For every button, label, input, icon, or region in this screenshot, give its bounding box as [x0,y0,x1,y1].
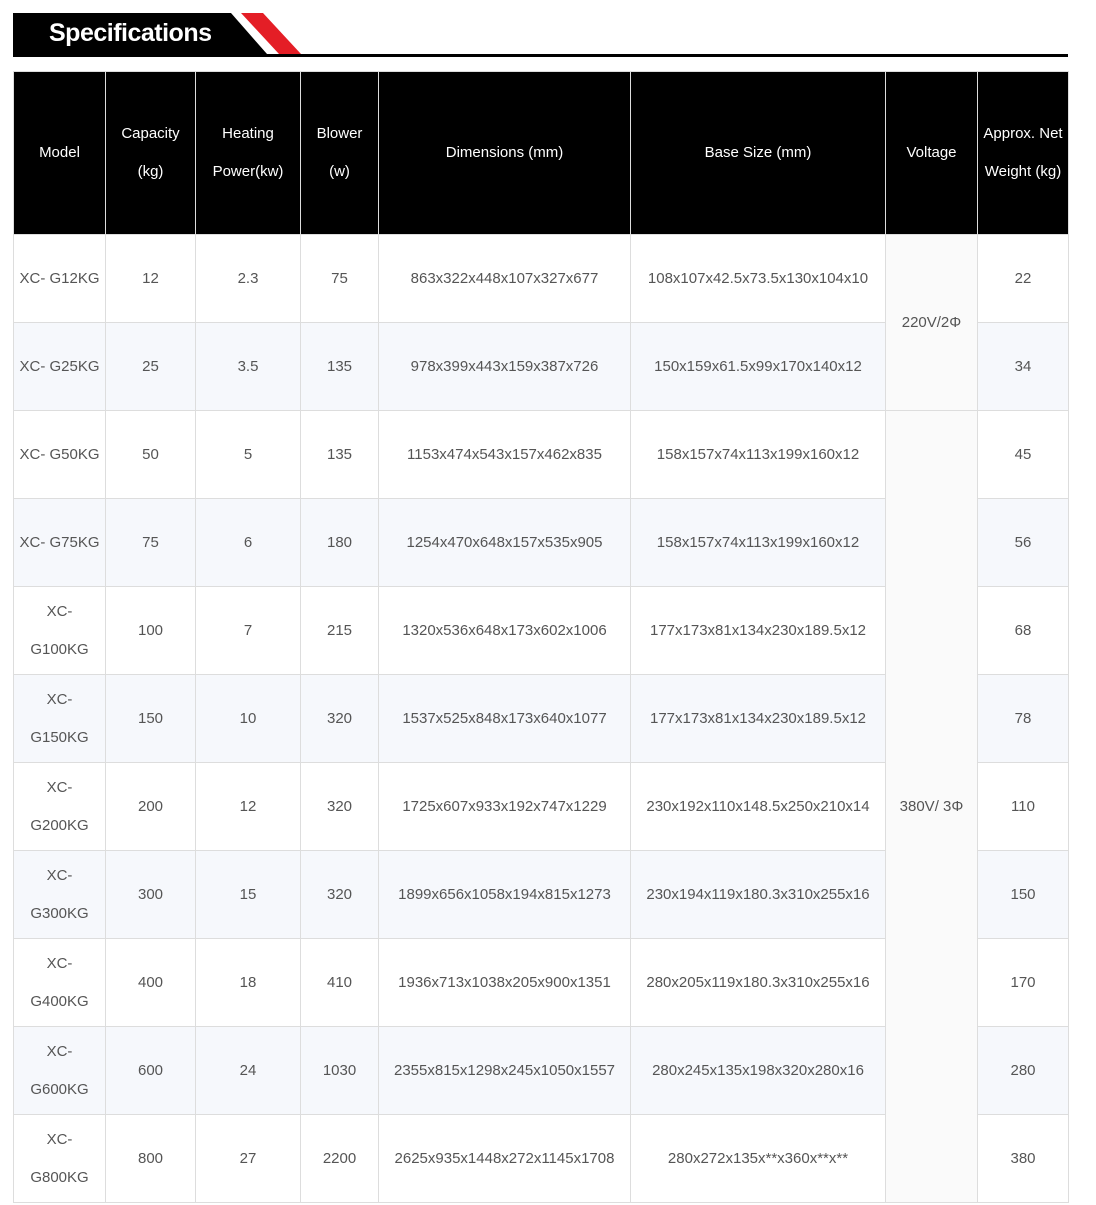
dimensions-cell: 2355x815x1298x245x1050x1557 [379,1027,631,1115]
capacity-cell: 200 [106,763,196,851]
model-cell: XC- G800KG [14,1115,106,1203]
dimensions-cell: 1254x470x648x157x535x905 [379,499,631,587]
base-size-cell: 280x272x135x**x360x**x** [631,1115,886,1203]
blower-cell: 1030 [301,1027,379,1115]
dimensions-cell: 863x322x448x107x327x677 [379,235,631,323]
base-size-cell: 158x157x74x113x199x160x12 [631,411,886,499]
specifications-table [13,71,1069,1203]
model-cell: XC- G400KG [14,939,106,1027]
heating-power-cell: 18 [196,939,301,1027]
model-cell: XC- G50KG [14,411,106,499]
blower-cell: 410 [301,939,379,1027]
base-size-cell: 177x173x81x134x230x189.5x12 [631,675,886,763]
model-cell: XC- G600KG [14,1027,106,1115]
base-size-cell: 230x194x119x180.3x310x255x16 [631,851,886,939]
heating-power-cell: 2.3 [196,235,301,323]
model-cell: XC- G200KG [14,763,106,851]
blower-cell: 75 [301,235,379,323]
model-cell: XC- G150KG [14,675,106,763]
base-size-cell: 108x107x42.5x73.5x130x104x10 [631,235,886,323]
blower-cell: 180 [301,499,379,587]
blower-cell: 2200 [301,1115,379,1203]
specifications-header [13,13,1068,57]
net-weight-cell: 45 [978,411,1069,499]
base-size-cell: 280x205x119x180.3x310x255x16 [631,939,886,1027]
net-weight-cell: 34 [978,323,1069,411]
column-header-voltage: Voltage [886,72,978,235]
dimensions-cell: 1899x656x1058x194x815x1273 [379,851,631,939]
dimensions-cell: 2625x935x1448x272x1145x1708 [379,1115,631,1203]
model-cell: XC- G300KG [14,851,106,939]
capacity-cell: 800 [106,1115,196,1203]
dimensions-cell: 978x399x443x159x387x726 [379,323,631,411]
base-size-cell: 230x192x110x148.5x250x210x14 [631,763,886,851]
column-header-model: Model [14,72,106,235]
net-weight-cell: 150 [978,851,1069,939]
capacity-cell: 25 [106,323,196,411]
column-header-heating-power: Heating Power(kw) [196,72,301,235]
capacity-cell: 100 [106,587,196,675]
table-row [14,235,1069,323]
model-cell: XC- G75KG [14,499,106,587]
base-size-cell: 280x245x135x198x320x280x16 [631,1027,886,1115]
heating-power-cell: 7 [196,587,301,675]
column-header-blower: Blower (w) [301,72,379,235]
page-title: Specifications [49,19,212,47]
dimensions-cell: 1725x607x933x192x747x1229 [379,763,631,851]
heating-power-cell: 27 [196,1115,301,1203]
net-weight-cell: 78 [978,675,1069,763]
dimensions-cell: 1537x525x848x173x640x1077 [379,675,631,763]
capacity-cell: 50 [106,411,196,499]
capacity-cell: 600 [106,1027,196,1115]
table-body [14,235,1069,1203]
net-weight-cell: 280 [978,1027,1069,1115]
blower-cell: 320 [301,675,379,763]
dimensions-cell: 1936x713x1038x205x900x1351 [379,939,631,1027]
net-weight-cell: 110 [978,763,1069,851]
heating-power-cell: 5 [196,411,301,499]
voltage-cell: 380V/ 3Φ [886,411,978,1203]
blower-cell: 320 [301,763,379,851]
capacity-cell: 300 [106,851,196,939]
heating-power-cell: 3.5 [196,323,301,411]
blower-cell: 135 [301,411,379,499]
net-weight-cell: 380 [978,1115,1069,1203]
heating-power-cell: 10 [196,675,301,763]
heating-power-cell: 12 [196,763,301,851]
column-header-capacity: Capacity (kg) [106,72,196,235]
capacity-cell: 12 [106,235,196,323]
blower-cell: 215 [301,587,379,675]
model-cell: XC- G12KG [14,235,106,323]
column-header-net-weight: Approx. Net Weight (kg) [978,72,1069,235]
heating-power-cell: 15 [196,851,301,939]
net-weight-cell: 22 [978,235,1069,323]
column-header-dimensions: Dimensions (mm) [379,72,631,235]
voltage-cell: 220V/2Φ [886,235,978,411]
blower-cell: 135 [301,323,379,411]
heating-power-cell: 6 [196,499,301,587]
heating-power-cell: 24 [196,1027,301,1115]
base-size-cell: 177x173x81x134x230x189.5x12 [631,587,886,675]
table-header-row [14,72,1069,235]
dimensions-cell: 1153x474x543x157x462x835 [379,411,631,499]
model-cell: XC- G25KG [14,323,106,411]
net-weight-cell: 68 [978,587,1069,675]
model-cell: XC- G100KG [14,587,106,675]
header-underline [13,54,1068,57]
table-row [14,411,1069,499]
capacity-cell: 400 [106,939,196,1027]
column-header-base-size: Base Size (mm) [631,72,886,235]
blower-cell: 320 [301,851,379,939]
net-weight-cell: 56 [978,499,1069,587]
base-size-cell: 158x157x74x113x199x160x12 [631,499,886,587]
capacity-cell: 75 [106,499,196,587]
net-weight-cell: 170 [978,939,1069,1027]
base-size-cell: 150x159x61.5x99x170x140x12 [631,323,886,411]
capacity-cell: 150 [106,675,196,763]
dimensions-cell: 1320x536x648x173x602x1006 [379,587,631,675]
